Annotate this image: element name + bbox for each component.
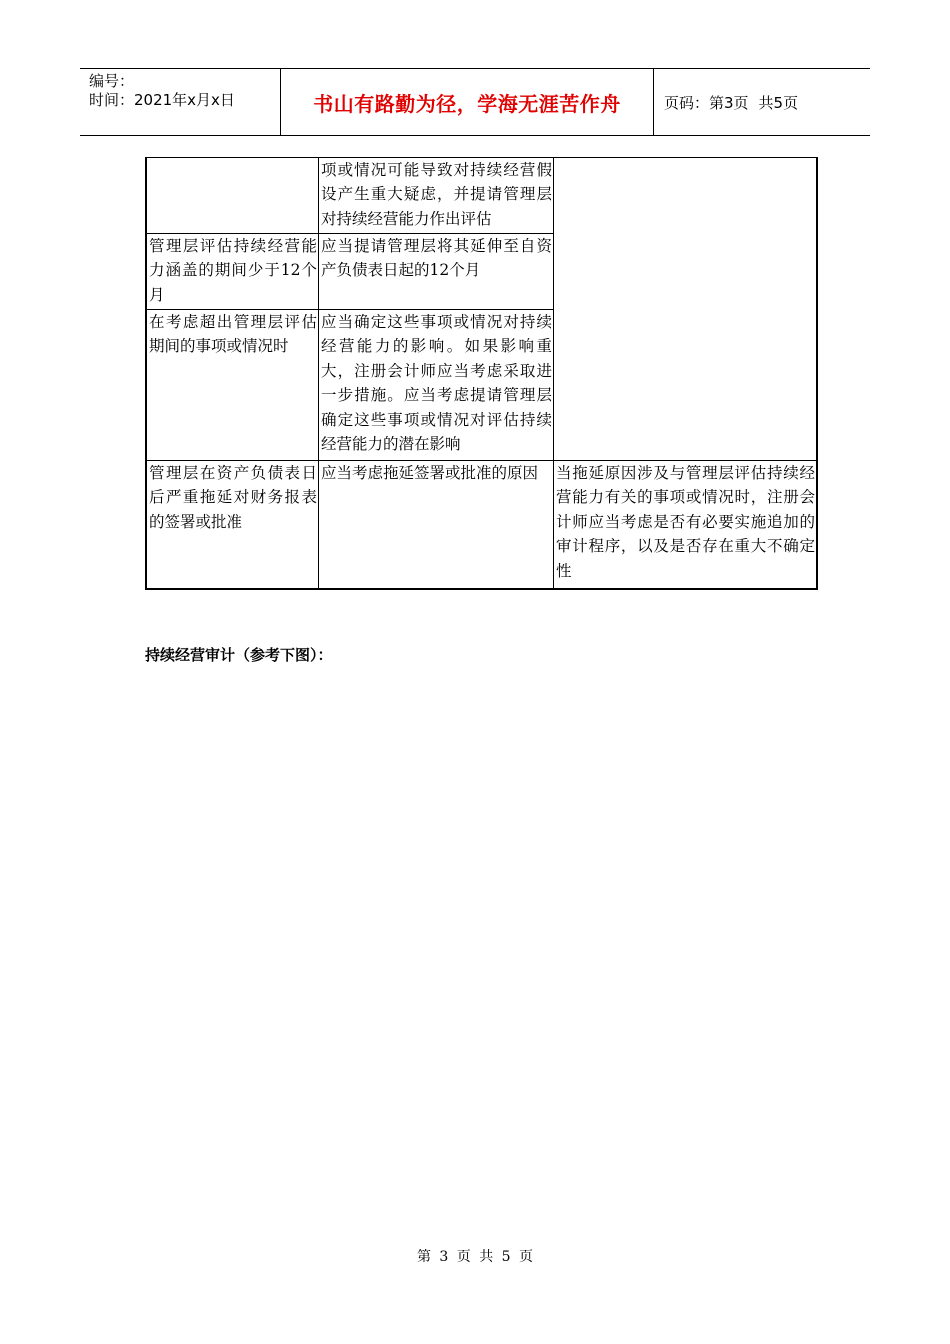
section-title: 持续经营审计（参考下图）：: [145, 646, 333, 664]
table-cell-note-3: 当拖延原因涉及与管理层评估持续经营能力有关的事项或情况时，注册会计师应当考虑是否有必要实施追加的审计程序，以及是否存在重大不确定性: [556, 464, 815, 580]
table-cell-response-2: 应当确定这些事项或情况对持续经营能力的影响。如果影响重大，注册会计师应当考虑采取进一步措施。应当考虑提请管理层确定这些事项或情况对评估持续经营能力的潜在影响: [321, 313, 552, 454]
table-cell-situation-3: 管理层在资产负债表日后严重拖延对财务报表的签署或批准: [149, 464, 317, 531]
header-date-label: 时间：2021年x月x日: [89, 91, 235, 109]
table-cell-response-3: 应当考虑拖延签署或批准的原因: [321, 464, 539, 482]
table-cell-note-merged: [554, 158, 816, 460]
table-cell-situation-1: 管理层评估持续经营能力涵盖的期间少于12个月: [149, 237, 317, 304]
header-info: [80, 69, 281, 135]
header-page-info: [654, 69, 870, 135]
page-header: [80, 68, 870, 136]
table-cell-situation-2: 在考虑超出管理层评估期间的事项或情况时: [149, 313, 317, 356]
going-concern-table: [145, 157, 818, 590]
header-total-label: 共5页: [758, 93, 799, 112]
table-cell-situation-0: [147, 158, 318, 233]
header-motto: 书山有路勤为径，学海无涯苦作舟: [281, 69, 654, 135]
table-cell-response-1: 应当提请管理层将其延伸至自资产负债表日起的12个月: [321, 237, 552, 280]
header-number-label: 编号：: [89, 72, 135, 90]
table-cell-response-0: 项或情况可能导致对持续经营假设产生重大疑虑，并提请管理层对持续经营能力作出评估: [321, 161, 552, 228]
page-footer: 第 3 页 共 5 页: [416, 1249, 534, 1265]
header-page-label: 页码：第3页: [664, 93, 749, 112]
